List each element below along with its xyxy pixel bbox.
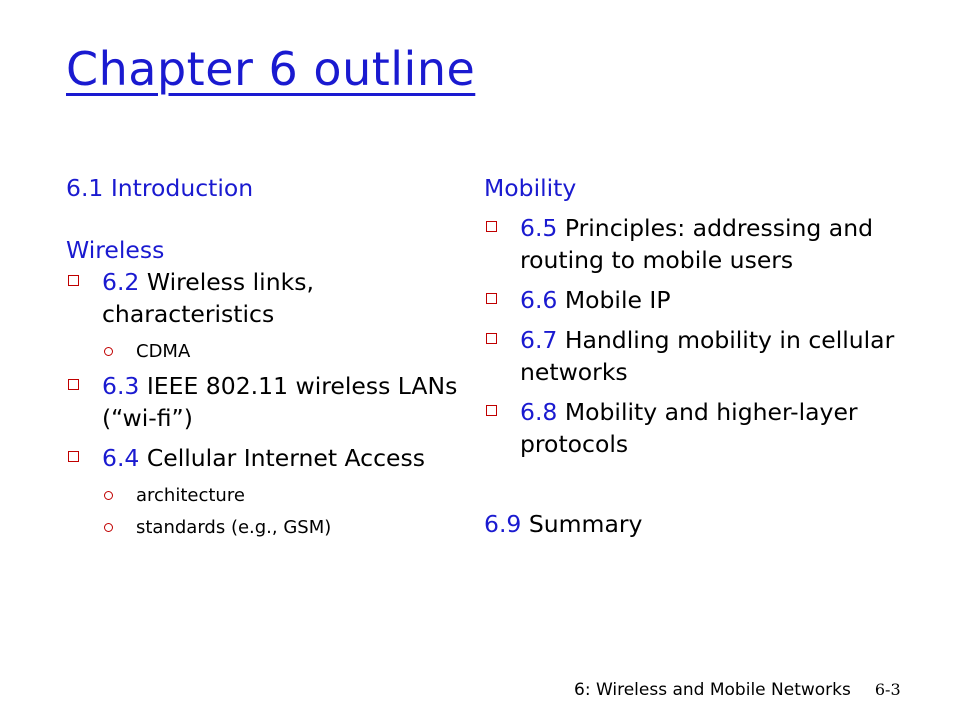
item-text: Handling mobility in cellular networks bbox=[520, 326, 895, 386]
square-bullet-icon bbox=[68, 379, 79, 390]
item-text: Principles: addressing and routing to mobile users bbox=[520, 214, 874, 274]
square-bullet-icon bbox=[68, 451, 79, 462]
item-text: IEEE 802.11 wireless LANs (“wi-fi”) bbox=[102, 372, 458, 432]
square-bullet-icon bbox=[486, 405, 497, 416]
outline-item-6-5 bbox=[484, 212, 904, 276]
circle-bullet-icon bbox=[104, 491, 113, 500]
square-bullet-icon bbox=[486, 333, 497, 344]
square-bullet-icon bbox=[486, 221, 497, 232]
intro-heading: 6.1 Introduction bbox=[66, 174, 254, 202]
item-text: Wireless links, characteristics bbox=[102, 268, 314, 328]
item-number: 6.6 bbox=[520, 286, 558, 314]
outline-item-6-6 bbox=[484, 284, 904, 316]
summary-number: 6.9 bbox=[484, 510, 522, 538]
square-bullet-icon bbox=[486, 293, 497, 304]
outline-item-6-7 bbox=[484, 324, 904, 388]
outline-item-6-2 bbox=[66, 266, 466, 330]
item-number: 6.3 bbox=[102, 372, 140, 400]
slide-title: Chapter 6 outline bbox=[66, 42, 476, 96]
page-number: 6-3 bbox=[874, 680, 901, 699]
square-bullet-icon bbox=[68, 275, 79, 286]
slide-footer bbox=[574, 680, 901, 700]
item-number: 6.5 bbox=[520, 214, 558, 242]
item-text: Cellular Internet Access bbox=[139, 444, 425, 472]
outline-item-6-8 bbox=[484, 396, 904, 460]
item-number: 6.4 bbox=[102, 444, 140, 472]
sub-item-standards bbox=[66, 514, 466, 542]
circle-bullet-icon bbox=[104, 347, 113, 356]
summary-line bbox=[484, 508, 904, 540]
right-column bbox=[484, 172, 904, 540]
left-column bbox=[66, 172, 466, 546]
sub-item-cdma bbox=[66, 338, 466, 366]
sub-item-text: architecture bbox=[136, 485, 245, 506]
sub-item-architecture bbox=[66, 482, 466, 510]
item-text: Mobility and higher-layer protocols bbox=[520, 398, 858, 458]
mobility-heading: Mobility bbox=[484, 174, 577, 202]
item-number: 6.7 bbox=[520, 326, 558, 354]
circle-bullet-icon bbox=[104, 523, 113, 532]
item-number: 6.2 bbox=[102, 268, 140, 296]
item-text: Mobile IP bbox=[557, 286, 671, 314]
sub-item-text: CDMA bbox=[136, 341, 191, 362]
sub-item-text: standards (e.g., GSM) bbox=[136, 517, 332, 538]
chapter-label: 6: Wireless and Mobile Networks bbox=[574, 680, 851, 700]
wireless-heading: Wireless bbox=[66, 236, 165, 264]
outline-item-6-3 bbox=[66, 370, 466, 434]
summary-text: Summary bbox=[521, 510, 643, 538]
outline-item-6-4 bbox=[66, 442, 466, 474]
item-number: 6.8 bbox=[520, 398, 558, 426]
